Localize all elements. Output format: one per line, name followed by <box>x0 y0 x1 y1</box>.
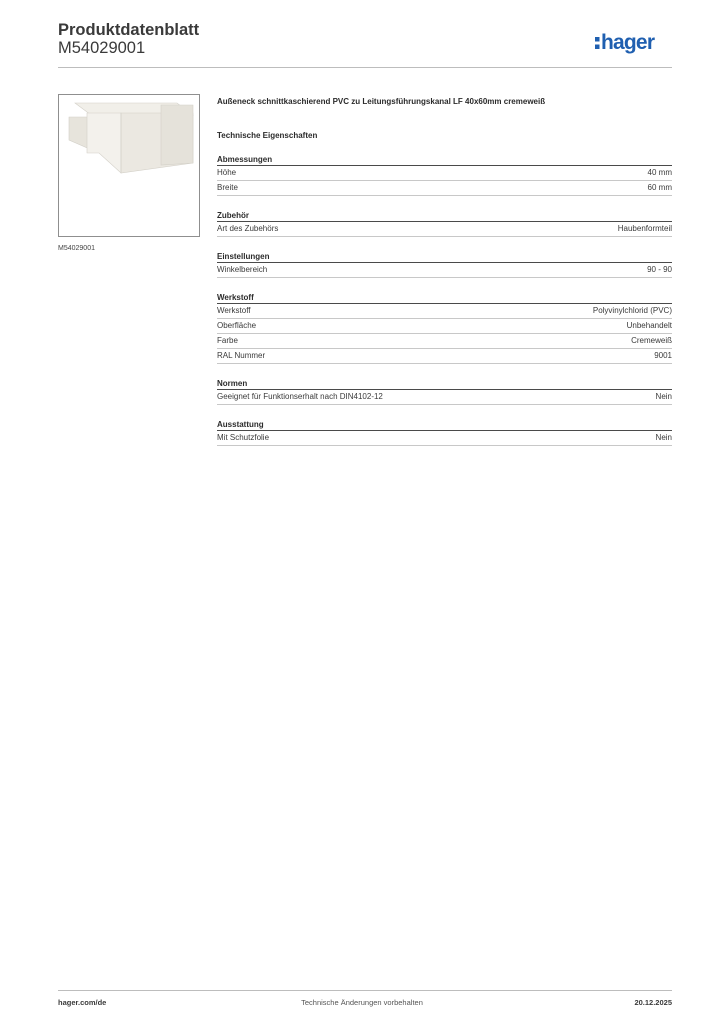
spec-label: RAL Nummer <box>217 351 266 360</box>
spec-row <box>217 181 672 196</box>
spec-row <box>217 304 672 319</box>
spec-section <box>217 251 672 278</box>
header-divider <box>58 67 672 68</box>
spec-value: 40 mm <box>647 168 672 177</box>
spec-row <box>217 334 672 349</box>
spec-section-header: Normen <box>217 378 672 390</box>
spec-row <box>217 263 672 278</box>
spec-label: Breite <box>217 183 238 192</box>
spec-value: Nein <box>655 433 672 442</box>
spec-value: Polyvinylchlorid (PVC) <box>592 306 672 315</box>
logo-wordmark: hager <box>601 31 655 54</box>
spec-label: Mit Schutzfolie <box>217 433 270 442</box>
page-title: Produktdatenblatt <box>58 21 200 39</box>
spec-value: Unbehandelt <box>626 321 672 330</box>
spec-label: Winkelbereich <box>217 265 268 274</box>
spec-section-header: Einstellungen <box>217 251 672 263</box>
spec-label: Oberfläche <box>217 321 257 330</box>
spec-row <box>217 431 672 446</box>
spec-section-header: Abmessungen <box>217 154 672 166</box>
product-content <box>217 96 672 446</box>
spec-section <box>217 378 672 405</box>
technical-sections <box>217 154 672 446</box>
logo-dot-top <box>595 37 600 42</box>
spec-value: Cremeweiß <box>631 336 672 345</box>
spec-label: Geeignet für Funktionserhalt nach DIN4102-12 <box>217 392 383 401</box>
technical-properties-title: Technische Eigenschaften <box>217 131 318 140</box>
spec-value: Nein <box>655 392 672 401</box>
footer-divider <box>58 990 672 991</box>
spec-value: 90 - 90 <box>647 265 672 274</box>
spec-label: Werkstoff <box>217 306 251 315</box>
spec-section-header: Zubehör <box>217 210 672 222</box>
product-image <box>58 94 200 237</box>
spec-row <box>217 349 672 364</box>
spec-value: Haubenformteil <box>617 224 672 233</box>
spec-row <box>217 166 672 181</box>
spec-section <box>217 154 672 196</box>
spec-section-header: Ausstattung <box>217 419 672 431</box>
logo-dot-bottom <box>595 45 600 50</box>
footer-date: 20.12.2025 <box>634 998 672 1007</box>
corner-piece-illustration <box>59 95 199 236</box>
article-number: M54029001 <box>58 39 146 57</box>
image-caption: M54029001 <box>58 245 95 252</box>
spec-section-header: Werkstoff <box>217 292 672 304</box>
spec-section <box>217 419 672 446</box>
spec-label: Art des Zubehörs <box>217 224 279 233</box>
footer-notice: Technische Änderungen vorbehalten <box>301 998 423 1007</box>
spec-value: 60 mm <box>647 183 672 192</box>
spec-section <box>217 292 672 364</box>
spec-label: Farbe <box>217 336 238 345</box>
spec-label: Höhe <box>217 168 237 177</box>
spec-row <box>217 319 672 334</box>
hager-logo <box>594 28 674 58</box>
product-title: Außeneck schnittkaschierend PVC zu Leitungsführungskanal LF 40x60mm cremeweiß <box>217 97 546 106</box>
spec-row <box>217 390 672 405</box>
spec-row <box>217 222 672 237</box>
footer-website: hager.com/de <box>58 998 107 1007</box>
spec-value: 9001 <box>654 351 672 360</box>
spec-section <box>217 210 672 237</box>
